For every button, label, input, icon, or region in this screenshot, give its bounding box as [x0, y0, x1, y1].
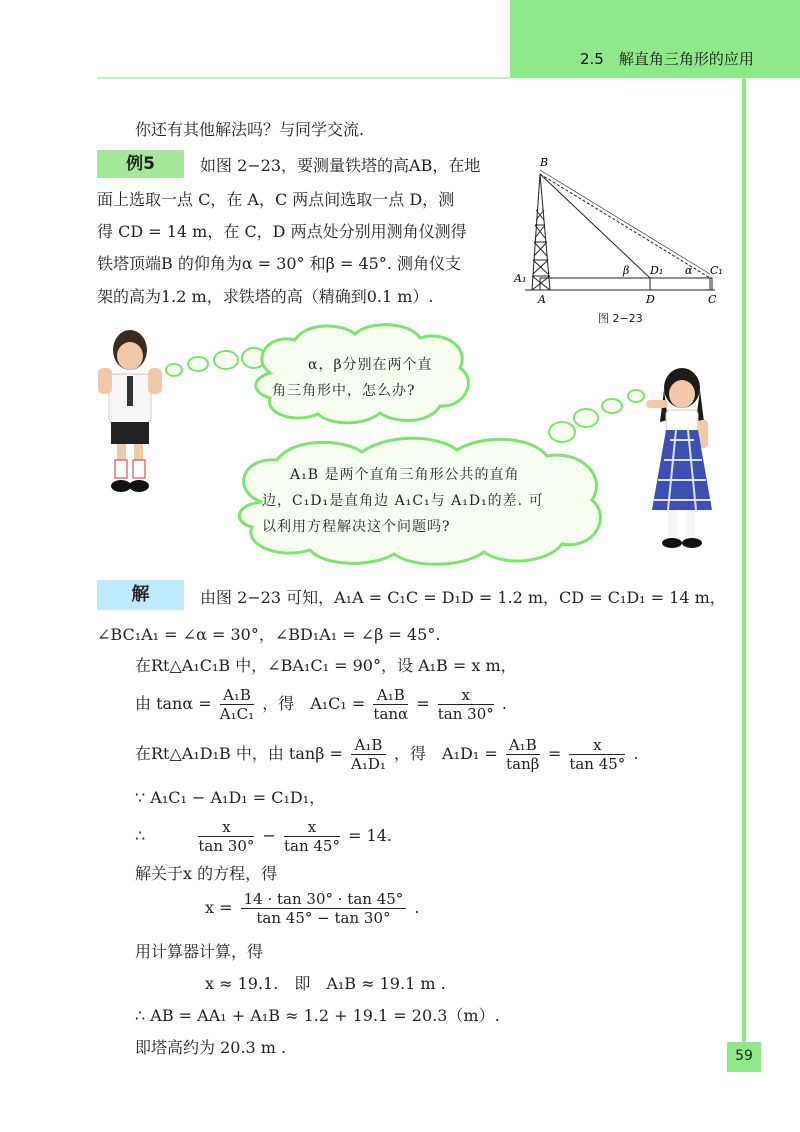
label-d1: D₁: [650, 264, 664, 277]
label-beta: β: [623, 264, 630, 277]
line9-prefix: x =: [205, 898, 233, 917]
side-margin-bar: [742, 78, 746, 1048]
line5-eq: =: [547, 744, 562, 763]
frac-den: tan 30°: [198, 837, 255, 855]
fraction-a1d1: [506, 736, 540, 773]
sight-line-c1b: [540, 170, 710, 274]
fraction-x-tan45: [569, 736, 625, 773]
frac-den: A₁C₁: [219, 705, 255, 723]
frac-num: A₁B: [220, 686, 254, 705]
frac-num: x: [438, 686, 494, 705]
girl-bubble-line-1: A₁B 是两个直角三角形公共的直角: [290, 467, 520, 483]
frac-num: A₁B: [506, 736, 540, 755]
example-line-4: 铁塔顶端B 的仰角为α = 30° 和β = 45°. 测角仪支: [97, 254, 462, 273]
boy-bubble-line-1: α，β分别在两个直: [308, 357, 433, 373]
frac-den: tan 45°: [283, 837, 340, 855]
fraction-tan-beta: [351, 736, 386, 773]
solution-line-1: 由图 2−23 可知，A₁A = C₁C = D₁D = 1.2 m，CD = C₁D₁ = 14 m，: [200, 588, 726, 607]
frac-den: tanβ: [506, 755, 540, 773]
example-line-3: 得 CD = 14 m，在 C，D 两点处分别用测角仪测得: [97, 222, 467, 241]
line5-mid: ，得 A₁D₁ =: [394, 744, 498, 763]
line5-end: .: [633, 744, 639, 763]
label-alpha: α: [685, 264, 693, 277]
fraction-x-tan30-b: [198, 818, 254, 855]
example-badge: 例5: [97, 150, 184, 178]
solution-line-10: 用计算器计算，得: [135, 942, 264, 961]
minus-sign: −: [262, 826, 276, 845]
solution-line-8: 解关于x 的方程，得: [135, 864, 278, 883]
solution-line-5: [135, 736, 639, 773]
fraction-x-solution: [241, 890, 407, 927]
girl-illustration: [640, 360, 725, 555]
example-line-2: 面上选取一点 C，在 A，C 两点间选取一点 D，测: [97, 190, 455, 209]
line9-end: .: [414, 898, 420, 917]
sight-line-c1: [540, 174, 710, 278]
boy-illustration: [95, 318, 165, 498]
solution-line-3: 在Rt△A₁C₁B 中，∠BA₁C₁ = 90°，设 A₁B = x m，: [135, 656, 517, 675]
instrument-bar: [540, 278, 712, 290]
solution-line-13: 即塔高约为 20.3 m .: [135, 1038, 287, 1057]
fraction-x-tan45-b: [284, 818, 340, 855]
solution-line-4: [135, 686, 507, 723]
example-line-1: 如图 2−23，要测量铁塔的高AB，在地: [200, 156, 481, 175]
figure-caption: 图 2−23: [598, 312, 643, 325]
label-c1: C₁: [710, 264, 723, 277]
solution-badge: 解: [97, 580, 184, 610]
frac-den: tan 45° − tan 30°: [256, 909, 391, 927]
label-a1: A₁: [514, 272, 527, 285]
frac-num: x: [284, 818, 340, 837]
line4-eq: =: [416, 694, 430, 713]
boy-bubble-line-2: 角三角形中，怎么办?: [272, 383, 416, 399]
solution-line-9: [205, 890, 419, 927]
girl-bubble-line-3: 以利用方程解决这个问题吗?: [262, 519, 451, 535]
line4-mid: ，得 A₁C₁ =: [262, 694, 366, 713]
fraction-a1c1: [373, 686, 408, 723]
tower: [532, 174, 550, 290]
page-number: 59: [735, 1048, 753, 1064]
intro-text: 你还有其他解法吗？与同学交流.: [135, 120, 365, 139]
solution-line-12: ∴ AB = AA₁ + A₁B ≈ 1.2 + 19.1 = 20.3（m）.: [135, 1006, 500, 1025]
frac-num: x: [198, 818, 254, 837]
frac-den: A₁D₁: [351, 755, 386, 773]
frac-den: tan 30°: [437, 705, 494, 723]
frac-num: A₁B: [373, 686, 408, 705]
fraction-tan-alpha: [220, 686, 254, 723]
label-a: A: [538, 293, 546, 306]
label-c: C: [708, 293, 717, 306]
solution-line-6: ∵ A₁C₁ − A₁D₁ = C₁D₁，: [135, 788, 326, 807]
sight-line-d1: [540, 174, 650, 278]
line4-end: .: [501, 694, 507, 713]
tower-figure: [510, 150, 735, 310]
solution-line-2: ∠BC₁A₁ = ∠α = 30°，∠BD₁A₁ = ∠β = 45°.: [97, 625, 441, 644]
example-line-5: 架的高为1.2 m，求铁塔的高（精确到0.1 m）.: [97, 287, 434, 306]
girl-thought-dots: [540, 380, 650, 450]
frac-num: 14 · tan 30° · tan 45°: [241, 890, 407, 909]
girl-bubble-line-2: 边，C₁D₁是直角边 A₁C₁与 A₁D₁的差. 可: [262, 493, 544, 509]
solution-line-11: x ≈ 19.1. 即 A₁B ≈ 19.1 m .: [205, 974, 446, 993]
line7-end: = 14.: [348, 826, 392, 845]
label-d: D: [646, 293, 655, 306]
header-divider: [97, 77, 510, 79]
frac-num: x: [569, 736, 625, 755]
frac-den: tanα: [373, 705, 409, 723]
frac-den: tan 45°: [569, 755, 626, 773]
fraction-x-tan30: [438, 686, 494, 723]
therefore-symbol: ∴: [135, 826, 146, 845]
line5-prefix: 在Rt△A₁D₁B 中，由 tanβ =: [135, 744, 343, 763]
frac-num: A₁B: [351, 736, 386, 755]
label-b: B: [540, 156, 549, 169]
solution-line-7: [135, 818, 392, 855]
line4-prefix: 由 tanα =: [135, 694, 212, 713]
section-title: 2.5 解直角三角形的应用: [580, 50, 754, 68]
